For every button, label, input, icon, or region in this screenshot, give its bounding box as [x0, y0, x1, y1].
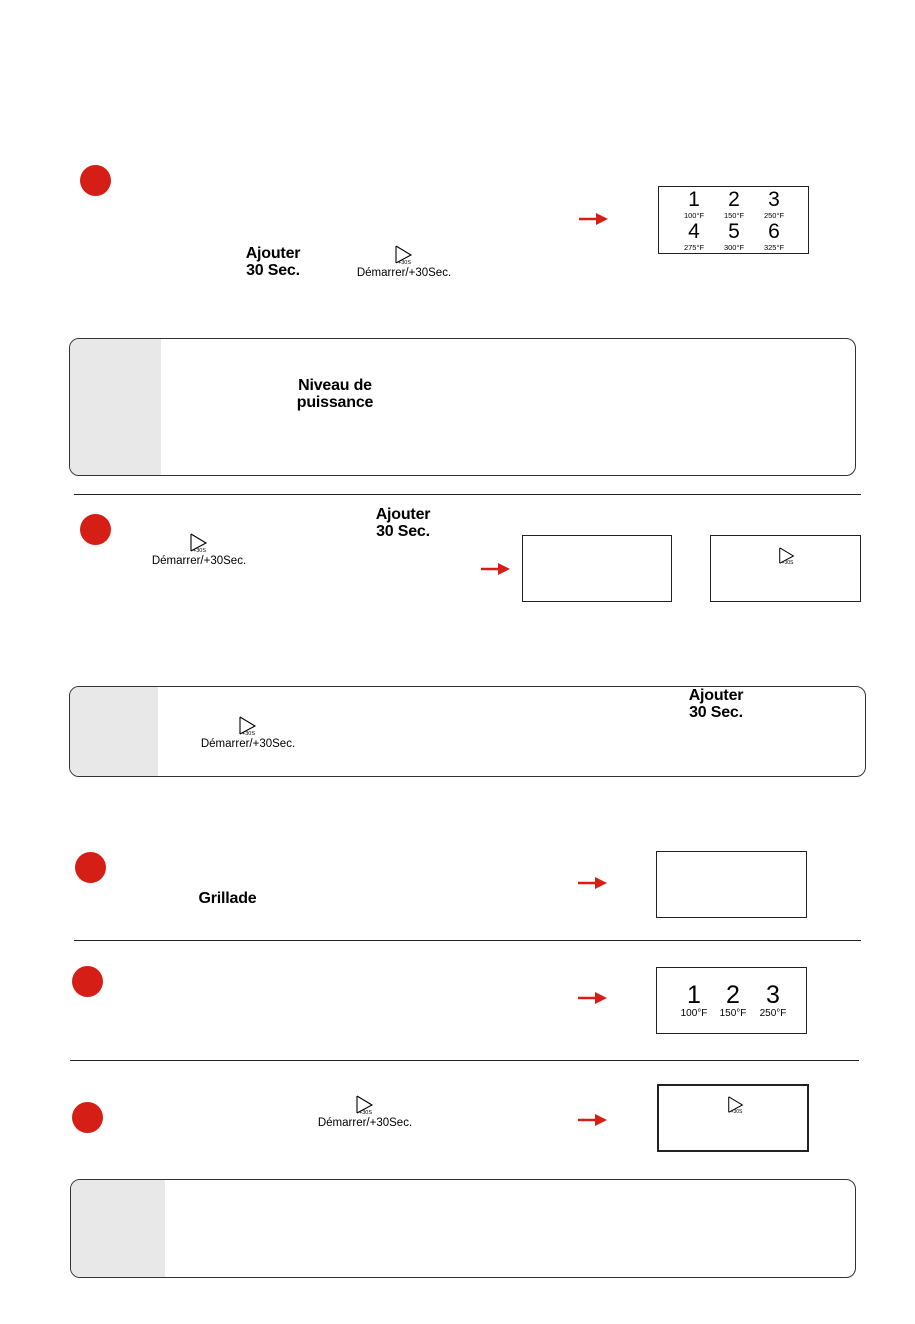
svg-text:+30S: +30S [359, 1110, 372, 1116]
add-30-line1: Ajouter [245, 245, 301, 262]
svg-text:+30S: +30S [730, 1109, 743, 1115]
step-1-bullet [80, 165, 111, 196]
play-icon [353, 1094, 377, 1116]
svg-text:+30S: +30S [781, 560, 794, 566]
display-blank [656, 851, 807, 918]
temp-option: 2 150°F [723, 188, 745, 220]
temp-option: 3 250°F [759, 981, 787, 1019]
power-level-label [285, 377, 385, 411]
play-icon-sub: +30S [398, 260, 411, 266]
divider [74, 940, 861, 941]
play-icon [236, 715, 260, 737]
play-icon [187, 532, 211, 554]
start-button-label [344, 244, 464, 280]
temp-option: 6 325°F [763, 220, 785, 252]
divider [74, 494, 861, 495]
note-box-2 [69, 686, 866, 777]
temp-option: 4 275°F [683, 220, 705, 252]
note-box-1 [69, 338, 856, 476]
arrow-right-icon [578, 991, 608, 1005]
power-level-line2: puissance [296, 394, 374, 411]
temp-option: 1 100°F [683, 188, 705, 220]
note-box-3 [70, 1179, 856, 1278]
display-start-icon [657, 1084, 809, 1152]
step-5-bullet [72, 1102, 103, 1133]
start-label: Démarrer/+30Sec. [200, 738, 296, 750]
start-label: Démarrer/+30Sec. [356, 267, 452, 279]
svg-text:+30S: +30S [242, 731, 255, 737]
note-side-panel [70, 339, 161, 475]
add-30-sec-button-label: Ajouter 30 Sec. [375, 506, 431, 540]
divider [70, 1060, 859, 1061]
step-3-bullet [75, 852, 106, 883]
add-30-sec-button-label: Ajouter 30 Sec. [688, 687, 744, 721]
display-blank [522, 535, 672, 602]
arrow-right-icon [578, 876, 608, 890]
play-icon [725, 1095, 747, 1115]
svg-text:+30S: +30S [193, 548, 206, 554]
display-start-icon [710, 535, 861, 602]
temp-option: 3 250°F [763, 188, 785, 220]
arrow-right-icon [578, 1113, 608, 1127]
note-side-panel [71, 1180, 165, 1277]
temp-option: 2 150°F [719, 981, 747, 1019]
start-label: Démarrer/+30Sec. [151, 555, 247, 567]
temp-option: 5 300°F [723, 220, 745, 252]
power-level-line1: Niveau de [298, 377, 372, 394]
start-button-label [139, 532, 259, 568]
grill-button-label: Grillade [198, 890, 257, 907]
display-temp-grid [658, 186, 809, 254]
start-button-label [188, 715, 308, 751]
add-30-line2: 30 Sec. [246, 262, 300, 279]
temp-option: 1 100°F [680, 981, 708, 1019]
arrow-right-icon [481, 562, 511, 576]
play-icon [392, 244, 416, 266]
arrow-right-icon [579, 212, 609, 226]
play-icon [776, 546, 798, 566]
step-4-bullet [72, 966, 103, 997]
start-label: Démarrer/+30Sec. [317, 1117, 413, 1129]
note-side-panel [70, 687, 158, 776]
start-button-label [305, 1094, 425, 1130]
display-temp-grid [656, 967, 807, 1034]
step-2-bullet [80, 514, 111, 545]
add-30-sec-button-label [228, 245, 318, 279]
